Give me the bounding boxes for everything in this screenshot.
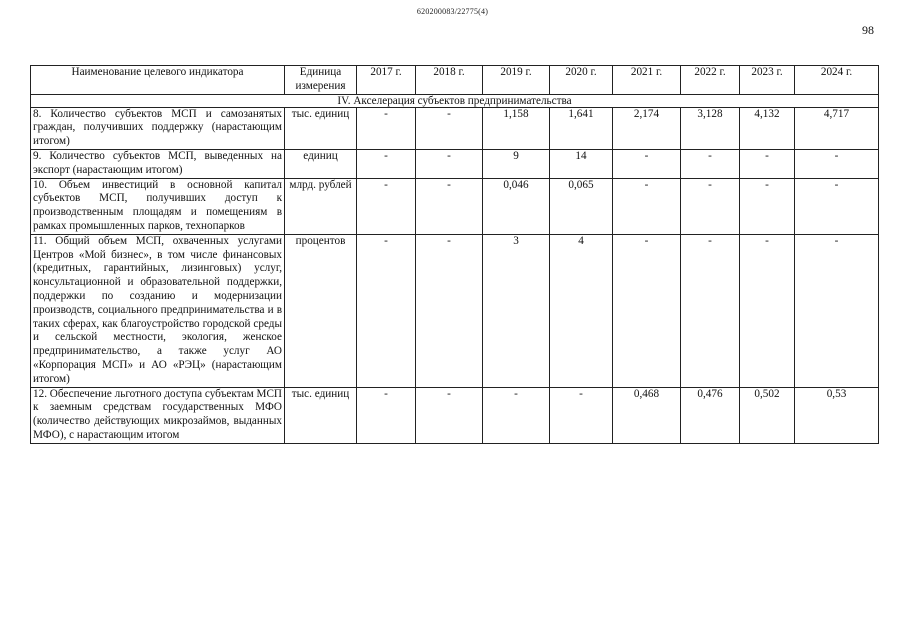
value-cell: - xyxy=(483,387,550,443)
indicator-unit: тыс. единиц xyxy=(285,107,357,149)
value-cell: 1,158 xyxy=(483,107,550,149)
value-cell: - xyxy=(795,178,879,234)
value-cell: - xyxy=(416,387,483,443)
value-cell: - xyxy=(357,107,416,149)
value-cell: 0,065 xyxy=(550,178,613,234)
table-row xyxy=(31,149,879,178)
header-unit: Единица измерения xyxy=(285,66,357,95)
indicator-name: 10. Объем инвестиций в основной капитал субъектов МСП, получивших доступ к производственным площадям и помещениям в рамках промышленных парков, технопарков xyxy=(33,178,282,232)
value-cell: 3 xyxy=(483,234,550,387)
table-row xyxy=(31,107,879,149)
header-year-2021: 2021 г. xyxy=(613,66,681,95)
table-row xyxy=(31,178,879,234)
header-indicator-name: Наименование целевого индикатора xyxy=(31,66,285,95)
value-cell: - xyxy=(613,149,681,178)
value-cell: 2,174 xyxy=(613,107,681,149)
value-cell: - xyxy=(613,178,681,234)
value-cell: - xyxy=(550,387,613,443)
indicator-name: 8. Количество субъектов МСП и самозанятых граждан, получивших поддержку (нарастающим итогом) xyxy=(33,107,282,148)
value-cell: 3,128 xyxy=(681,107,740,149)
table-header-row xyxy=(31,66,879,95)
value-cell: - xyxy=(740,234,795,387)
table-row xyxy=(31,234,879,387)
value-cell: - xyxy=(613,234,681,387)
indicator-unit: единиц xyxy=(285,149,357,178)
value-cell: - xyxy=(740,149,795,178)
value-cell: - xyxy=(681,178,740,234)
value-cell: 0,53 xyxy=(795,387,879,443)
value-cell: - xyxy=(416,107,483,149)
value-cell: 0,046 xyxy=(483,178,550,234)
header-year-2022: 2022 г. xyxy=(681,66,740,95)
indicator-name: 11. Общий объем МСП, охваченных услугами Центров «Мой бизнес», в том числе финансовых (кредитных, гарантийных, лизинговых) услуг, консультационной и образовательной поддержки, поддержки по созданию и модернизации производств, социального предпринимательства и в таких сферах, как благоустройство городской среды и сельской местности, экология, женское предпринимательство, а также услуг АО «Корпорация МСП» и АО «РЭЦ» (нарастающим итогом) xyxy=(33,234,282,385)
value-cell: 0,468 xyxy=(613,387,681,443)
value-cell: 4,132 xyxy=(740,107,795,149)
table-row xyxy=(31,387,879,443)
value-cell: - xyxy=(740,178,795,234)
value-cell: 0,502 xyxy=(740,387,795,443)
value-cell: 0,476 xyxy=(681,387,740,443)
value-cell: 9 xyxy=(483,149,550,178)
header-year-2017: 2017 г. xyxy=(357,66,416,95)
value-cell: - xyxy=(795,149,879,178)
value-cell: - xyxy=(681,149,740,178)
indicator-unit: тыс. единиц xyxy=(285,387,357,443)
value-cell: - xyxy=(357,149,416,178)
value-cell: - xyxy=(357,178,416,234)
indicator-name: 12. Обеспечение льготного доступа субъектам МСП к заемным средствам государственных МФО (количество действующих микрозаймов, выданных МФО), с нарастающим итогом xyxy=(33,387,282,441)
section-title: IV. Акселерация субъектов предпринимательства xyxy=(31,94,879,107)
indicators-table xyxy=(30,65,879,444)
value-cell: - xyxy=(416,234,483,387)
indicator-unit: млрд. рублей xyxy=(285,178,357,234)
page-number: 98 xyxy=(862,23,874,37)
value-cell: 14 xyxy=(550,149,613,178)
indicator-name: 9. Количество субъектов МСП, выведенных на экспорт (нарастающим итогом) xyxy=(33,149,282,176)
indicator-unit: процентов xyxy=(285,234,357,387)
document-code: 620200083/22775(4) xyxy=(416,7,489,16)
value-cell: - xyxy=(416,178,483,234)
value-cell: 4 xyxy=(550,234,613,387)
value-cell: - xyxy=(795,234,879,387)
value-cell: - xyxy=(416,149,483,178)
value-cell: 4,717 xyxy=(795,107,879,149)
header-year-2018: 2018 г. xyxy=(416,66,483,95)
value-cell: - xyxy=(681,234,740,387)
header-year-2020: 2020 г. xyxy=(550,66,613,95)
header-year-2023: 2023 г. xyxy=(740,66,795,95)
header-year-2019: 2019 г. xyxy=(483,66,550,95)
header-year-2024: 2024 г. xyxy=(795,66,879,95)
value-cell: 1,641 xyxy=(550,107,613,149)
value-cell: - xyxy=(357,234,416,387)
section-row xyxy=(31,94,879,107)
value-cell: - xyxy=(357,387,416,443)
